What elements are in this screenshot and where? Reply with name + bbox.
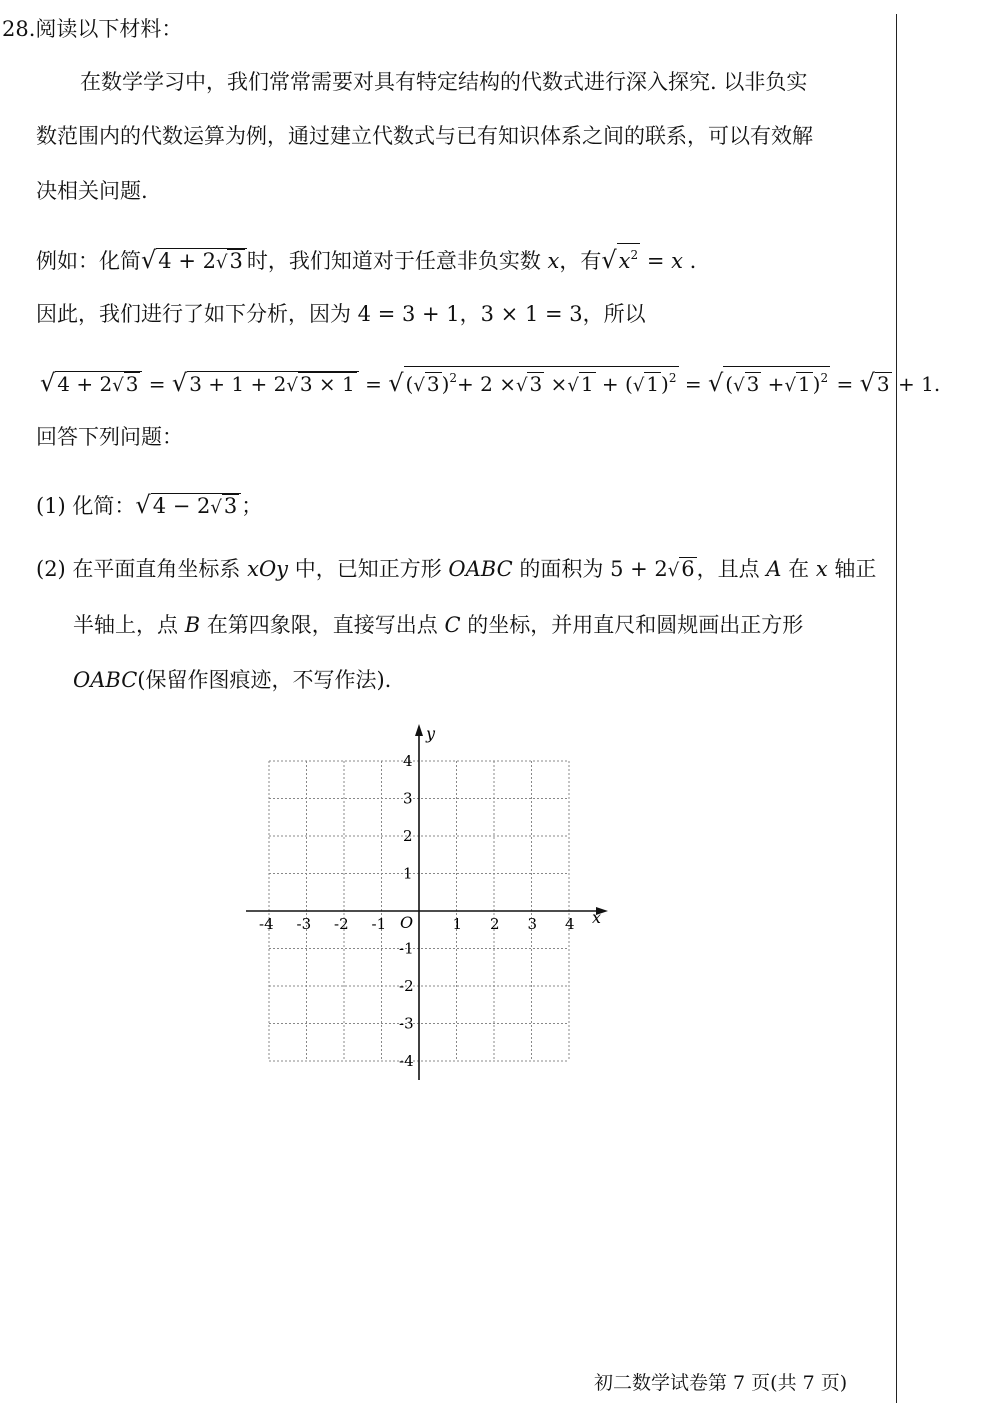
y-tick-label: -1 bbox=[399, 939, 414, 958]
part-2-text-a: (2) 在平面直角坐标系 bbox=[36, 557, 241, 581]
deriv-eq-1: = bbox=[142, 372, 172, 396]
example-eq: = bbox=[640, 249, 672, 273]
x-tick-label: -2 bbox=[334, 915, 349, 933]
analysis-line: 因此，我们进行了如下分析，因为 4 = 3 + 1，3 × 1 = 3，所以 bbox=[36, 302, 646, 326]
deriv-p5-a: 3 bbox=[876, 372, 890, 396]
x-tick-label: -1 bbox=[371, 915, 387, 933]
sqrt-x-exponent: 2 bbox=[630, 248, 639, 262]
part-2-text-j: (保留作图痕迹，不写作法). bbox=[137, 668, 392, 692]
deriv-p3-f: × bbox=[544, 372, 568, 396]
example-var2: x bbox=[671, 249, 683, 273]
part-2-point-a: A bbox=[766, 557, 782, 581]
y-axis-arrow bbox=[415, 724, 423, 736]
y-tick-label: 1 bbox=[403, 864, 413, 883]
deriv-p4-d: 1 bbox=[797, 372, 811, 396]
part-2-line-1 bbox=[36, 554, 876, 586]
deriv-eq-4: = bbox=[830, 372, 860, 396]
question-heading-text: 阅读以下材料： bbox=[35, 17, 183, 41]
x-tick-label: -4 bbox=[259, 915, 274, 933]
question-number: 28. bbox=[2, 17, 36, 41]
deriv-p3-e: 3 bbox=[529, 372, 543, 396]
deriv-p3-g: 1 bbox=[580, 372, 594, 396]
deriv-p4-sq: 2 bbox=[820, 371, 829, 385]
part-2-xoy: xOy bbox=[247, 557, 289, 581]
deriv-p2-inner: 3 × 1 bbox=[299, 372, 355, 396]
x-tick-label: 2 bbox=[490, 915, 500, 933]
question-heading bbox=[2, 14, 182, 44]
sqrt-x-squared: $√x^2$ bbox=[601, 243, 640, 276]
example-line bbox=[36, 243, 696, 276]
part-2-text-e: 在 bbox=[788, 557, 810, 581]
y-tick-label: 4 bbox=[403, 752, 413, 770]
intro-line-1: 在数学学习中，我们常常需要对具有特定结构的代数式进行深入探究. 以非负实 bbox=[80, 70, 808, 94]
deriv-p2-radicand: 3 + 1 + 2 bbox=[189, 372, 287, 396]
y-tick-label: -4 bbox=[399, 1052, 414, 1070]
part-2-sqrt6: √6 bbox=[667, 557, 695, 581]
part-2-oabc: OABC bbox=[448, 557, 513, 581]
deriv-eq-3: = bbox=[678, 372, 708, 396]
deriv-part-4: √ (√ 3 +√ 1 )$^2$ bbox=[708, 366, 830, 399]
intro-line-2: 数范围内的代数运算为例，通过建立代数式与已有知识体系之间的联系，可以有效解 bbox=[36, 124, 813, 148]
part-2-text-g: 半轴上，点 bbox=[73, 613, 178, 637]
part-2-oabc-2: OABC bbox=[73, 668, 138, 692]
part-2-point-b: B bbox=[184, 613, 201, 637]
x-tick-label: -3 bbox=[296, 915, 312, 933]
deriv-part-5: √ 3 bbox=[859, 369, 890, 397]
part-1 bbox=[36, 490, 262, 521]
deriv-part-2: √ 3 + 1 + 2√ 3 × 1 bbox=[172, 368, 359, 399]
part-2-text-f: 轴正 bbox=[834, 557, 877, 581]
intro-line-3: 决相关问题. bbox=[36, 179, 148, 203]
deriv-p3-c: ) bbox=[441, 372, 450, 396]
part-1-end: ； bbox=[241, 494, 263, 518]
deriv-eq-2: = bbox=[358, 372, 389, 396]
deriv-p4-b: 3 bbox=[746, 372, 760, 396]
x-axis-label: x bbox=[592, 908, 602, 927]
part-2-text-h: 在第四象限，直接写出点 bbox=[206, 613, 438, 637]
deriv-p3-j: ) bbox=[661, 372, 669, 396]
deriv-p3-sq2: 2 bbox=[668, 371, 677, 385]
derivation-line bbox=[40, 366, 940, 399]
axes bbox=[246, 724, 608, 1080]
example-radical: √4 + 2√3 bbox=[141, 245, 247, 276]
y-tick-label: 3 bbox=[403, 789, 413, 808]
deriv-p3-h: + ( bbox=[595, 372, 633, 396]
y-tick-label: -3 bbox=[399, 1014, 414, 1033]
part-2-line-3 bbox=[73, 665, 391, 695]
origin-label: O bbox=[400, 913, 414, 932]
coordinate-grid bbox=[240, 720, 620, 1090]
page-footer: 初二数学试卷第 7 页(共 7 页) bbox=[594, 1372, 848, 1394]
part-2-text-i: 的坐标，并用直尺和圆规画出正方形 bbox=[467, 613, 804, 637]
deriv-p3-a: ( bbox=[405, 372, 414, 396]
deriv-part-3: √ (√ 3 )$^2$+ 2 ×√ 3 ×√ 1 + (√ 1 )$^2$ bbox=[388, 366, 678, 399]
deriv-p4-c: + bbox=[761, 372, 785, 396]
example-mid: 时，我们知道对于任意非负实数 bbox=[246, 249, 541, 273]
deriv-p4-e: ) bbox=[812, 372, 821, 396]
x-tick-label: 1 bbox=[452, 915, 463, 933]
part-2-text-c: 的面积为 5 + 2 bbox=[519, 557, 668, 581]
margin-rule bbox=[896, 14, 897, 1403]
part-2-text-d: ，且点 bbox=[696, 557, 760, 581]
part-1-radical: √4 − 2√3 bbox=[135, 490, 241, 521]
deriv-p3-sq: 2 bbox=[449, 371, 458, 385]
example-var: x bbox=[547, 249, 560, 273]
deriv-p3-i: 1 bbox=[646, 372, 660, 396]
deriv-p1-radicand: 4 + 2 bbox=[57, 372, 113, 396]
deriv-part-1: √ 4 + 2√ 3 bbox=[40, 368, 142, 399]
deriv-p4-a: ( bbox=[725, 372, 734, 396]
part-2-text-b: 中，已知正方形 bbox=[294, 557, 442, 581]
part-1-label: (1) 化简： bbox=[36, 494, 136, 518]
x-tick-label: 4 bbox=[565, 915, 575, 933]
example-mid2: ，有 bbox=[559, 249, 602, 273]
y-tick-label: 2 bbox=[403, 827, 413, 845]
answer-prompt: 回答下列问题： bbox=[36, 425, 183, 449]
deriv-p1-inner: 3 bbox=[125, 372, 139, 396]
deriv-p3-b: 3 bbox=[426, 372, 440, 396]
example-lead: 例如：化简 bbox=[36, 249, 141, 273]
y-axis-label: y bbox=[426, 724, 436, 743]
part-1-inner: 3 bbox=[223, 494, 238, 518]
example-radicand: 4 + 2 bbox=[158, 249, 216, 273]
part-2-point-c: C bbox=[444, 613, 461, 637]
example-inner-radicand: 3 bbox=[229, 249, 243, 273]
x-tick-label: 3 bbox=[527, 915, 538, 933]
part-2-six: 6 bbox=[681, 557, 695, 581]
part-2-line-2 bbox=[73, 610, 803, 640]
part-2-x: x bbox=[815, 557, 828, 581]
sqrt-x-var: x bbox=[618, 249, 631, 273]
y-tick-label: -2 bbox=[399, 977, 414, 995]
part-1-radicand: 4 − 2 bbox=[152, 494, 211, 518]
deriv-p5-b: + 1. bbox=[891, 372, 941, 396]
deriv-p3-d: + 2 × bbox=[457, 372, 516, 396]
example-end: . bbox=[682, 249, 697, 273]
